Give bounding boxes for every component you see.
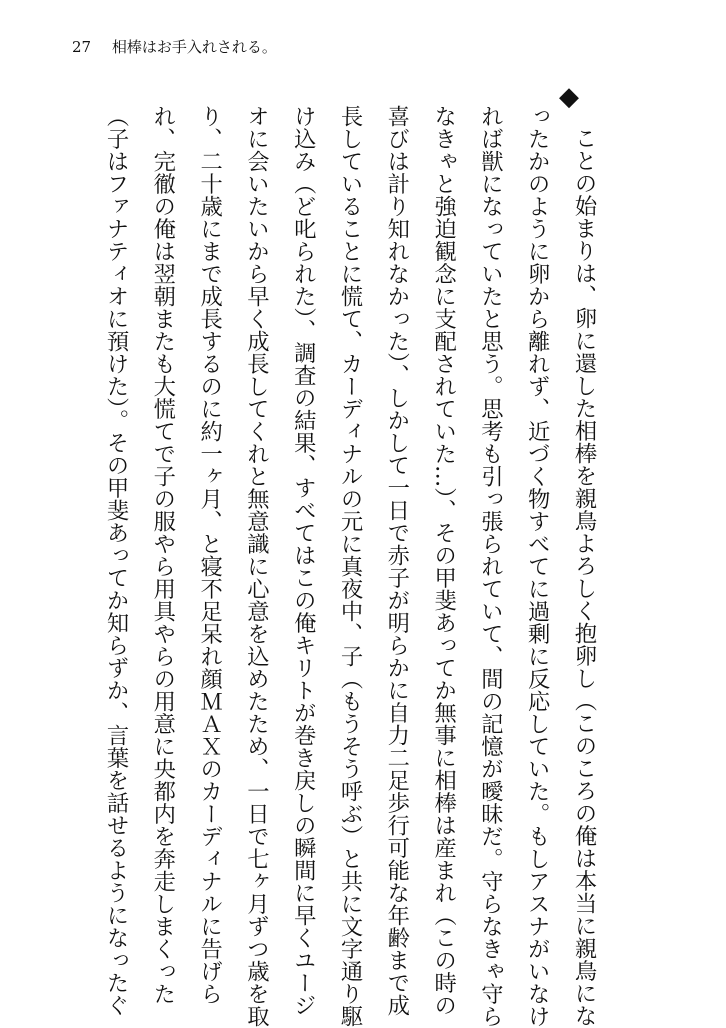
text-column: ことの始まりは、卵に還した相棒を親鳥よろしく抱卵し（このころの俺は本当に親鳥にな (571, 127, 597, 1028)
text-column: け込み（ど叱られた）、調査の結果、すべてはこの俺キリトが巻き戻しの瞬間に早くユージ (290, 105, 317, 1017)
text-column: なきゃと強迫観念に支配されていた…）、その甲斐あってか無事に相棒は産まれ（この時の (430, 105, 457, 1017)
section-break-diamond-icon: ◆ (559, 82, 579, 112)
vertical-text-body (92, 105, 607, 1028)
text-column: オに会いたいから早く成長してくれと無意識に心意を込めたため、一日で七ヶ月ずつ歳を取 (243, 105, 270, 1028)
text-column: れば獣になっていたと思う。思考も引っ張られていて、間の記憶が曖昧だ。守らなきゃ守ら (477, 105, 504, 1028)
text-column: 長していることに慌て、カーディナルの元に真夜中、子（もうそう呼ぶ）と共に文字通り駆 (337, 105, 364, 1028)
text-column: （子はファナティオに預けた）。その甲斐あってか知らずか、言葉を話せるようになったぐ (103, 105, 130, 1017)
chapter-title: 相棒はお手入れされる。 (111, 38, 277, 56)
text-column: り、二十歳にまで成長するのに約一ヶ月、と寝不足呆れ顔ＭＡＸのカーディナルに告げら (196, 105, 223, 1005)
text-column: ったかのように卵から離れず、近づく物すべてに過剰に反応していた。もしアスナがいなけ (524, 105, 551, 1028)
text-column: れ、完徹の俺は翌朝またも大慌てで子の服やら用具やらの用意に央都内を奔走しまくった (149, 105, 176, 1005)
running-header (72, 38, 277, 56)
text-column: 喜びは計り知れなかった）、しかして一日で赤子が明らかに自力二足歩行可能な年齢まで成 (383, 105, 410, 1017)
page-number: 27 (72, 38, 92, 56)
